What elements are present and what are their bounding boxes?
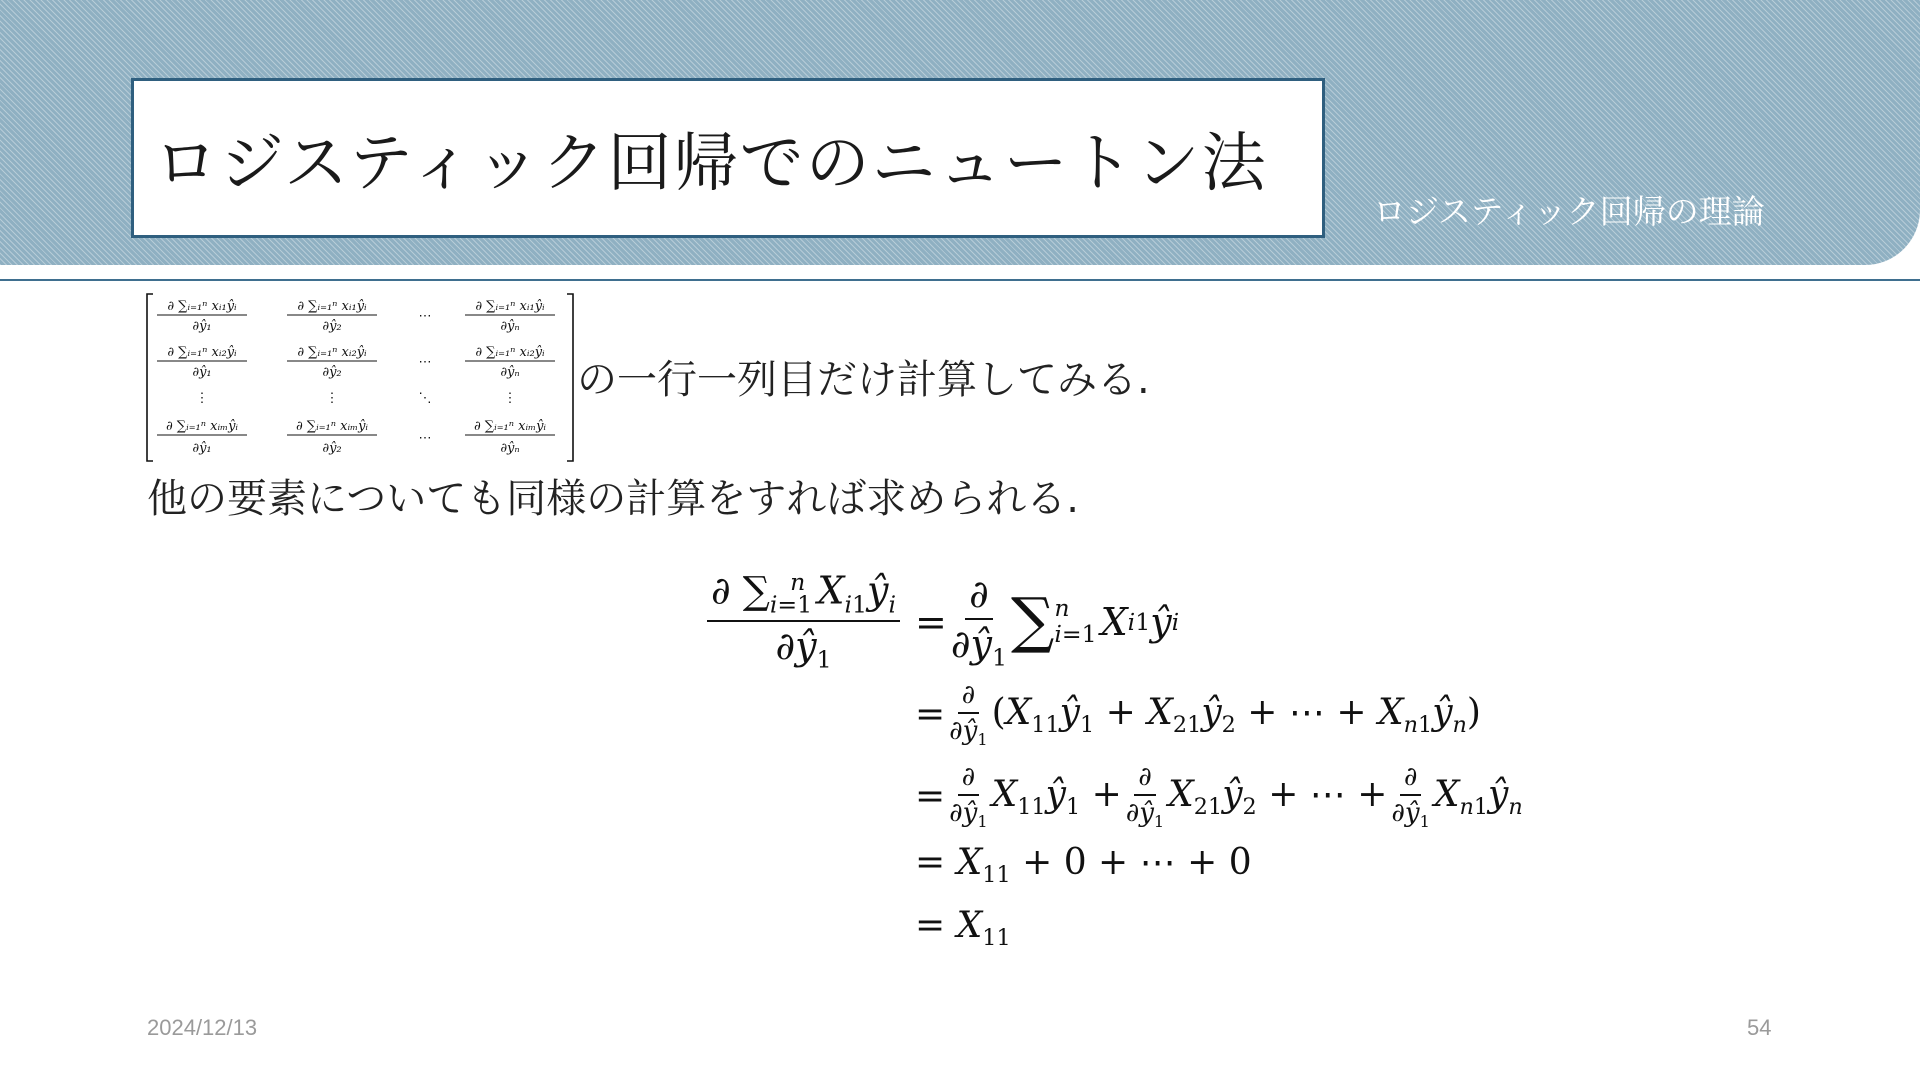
- derivation-step-1: = $\frac{\partial}{\partial ŷ_1}$ ∑ n i=1 X i1 ŷ i: [915, 572, 1180, 672]
- section-label: ロジスティック回帰の理論: [1373, 192, 1765, 231]
- page-number: 54: [1747, 1015, 1772, 1040]
- svg-text:∂ŷ₂: ∂ŷ₂: [322, 441, 342, 456]
- svg-text:∂ŷₙ: ∂ŷₙ: [500, 319, 520, 334]
- svg-text:⋱: ⋱: [418, 391, 432, 406]
- derivation-step-2: = $\frac{\partial}{\partial ŷ_1}$ ($X_{11}ŷ_1$ + $X_{21}ŷ_2$ + ⋯ + $X_{n1}ŷ_n$): [915, 680, 1481, 750]
- svg-text:∂ ∑ᵢ₌₁ⁿ xᵢₘŷᵢ: ∂ ∑ᵢ₌₁ⁿ xᵢₘŷᵢ: [295, 419, 369, 434]
- matrix-left-bracket: [147, 294, 153, 461]
- matrix-svg: [145, 290, 575, 465]
- svg-text:∂ ∑ᵢ₌₁ⁿ xᵢₘŷᵢ: ∂ ∑ᵢ₌₁ⁿ xᵢₘŷᵢ: [165, 419, 239, 434]
- derivation-step-4: = $X_{11} + 0$ + ⋯ + 0: [915, 842, 1252, 889]
- svg-text:⋯: ⋯: [418, 355, 432, 370]
- svg-text:∂ŷ₁: ∂ŷ₁: [192, 441, 212, 456]
- svg-text:∂ŷ₂: ∂ŷ₂: [322, 319, 342, 334]
- footer-date: 2024/12/13: [147, 1015, 258, 1040]
- svg-text:⋮: ⋮: [195, 391, 209, 406]
- svg-text:∂ ∑ᵢ₌₁ⁿ xᵢ₂ŷᵢ: ∂ ∑ᵢ₌₁ⁿ xᵢ₂ŷᵢ: [297, 345, 367, 360]
- matrix-cell-num: ∂ ∑ᵢ₌₁ⁿ xᵢ₁ŷᵢ: [167, 299, 237, 314]
- title-box: [131, 78, 1325, 238]
- svg-text:⋮: ⋮: [503, 391, 517, 406]
- derivation-lhs: $\frac{\partial \sum_{i=1}^n X_{i1}ŷ_i}{\partial ŷ_1}$: [703, 568, 904, 674]
- svg-text:⋯: ⋯: [418, 309, 432, 324]
- text-line-1: の一行一列目だけ計算してみる.: [577, 357, 1150, 403]
- matrix-cell-den: ∂ŷ₁: [192, 319, 212, 334]
- slide-title: ロジスティック回帰でのニュートン法: [154, 127, 1268, 201]
- svg-text:∂ŷₙ: ∂ŷₙ: [500, 441, 520, 456]
- text-line-2: 他の要素についても同様の計算をすれば求められる.: [147, 476, 1079, 522]
- svg-text:∂ ∑ᵢ₌₁ⁿ xᵢ₂ŷᵢ: ∂ ∑ᵢ₌₁ⁿ xᵢ₂ŷᵢ: [167, 345, 237, 360]
- matrix-right-bracket: [567, 294, 573, 461]
- svg-text:∂ ∑ᵢ₌₁ⁿ xᵢ₂ŷᵢ: ∂ ∑ᵢ₌₁ⁿ xᵢ₂ŷᵢ: [475, 345, 545, 360]
- jacobian-matrix: [145, 290, 575, 465]
- svg-text:∂ ∑ᵢ₌₁ⁿ xᵢ₁ŷᵢ: ∂ ∑ᵢ₌₁ⁿ xᵢ₁ŷᵢ: [475, 299, 545, 314]
- derivation-step-3: = $\frac{\partial}{\partial ŷ_1}$ $X_{11}ŷ_1$ + $\frac{\partial}{\partial ŷ_1}$ $X_{21}ŷ_2$ + ⋯ + $\frac{\partial}{\partial ŷ_1}$ $X_{n1}ŷ_n$: [915, 762, 1523, 832]
- svg-text:∂ ∑ᵢ₌₁ⁿ xᵢ₁ŷᵢ: ∂ ∑ᵢ₌₁ⁿ xᵢ₁ŷᵢ: [297, 299, 367, 314]
- header-divider: [0, 279, 1920, 281]
- svg-text:⋮: ⋮: [325, 391, 339, 406]
- svg-text:∂ŷ₁: ∂ŷ₁: [192, 365, 212, 380]
- svg-text:∂ŷ₂: ∂ŷ₂: [322, 365, 342, 380]
- svg-text:⋯: ⋯: [418, 431, 432, 446]
- derivation-step-5: = $X_{11}$: [915, 905, 1011, 952]
- svg-text:∂ŷₙ: ∂ŷₙ: [500, 365, 520, 380]
- svg-text:∂ ∑ᵢ₌₁ⁿ xᵢₘŷᵢ: ∂ ∑ᵢ₌₁ⁿ xᵢₘŷᵢ: [473, 419, 547, 434]
